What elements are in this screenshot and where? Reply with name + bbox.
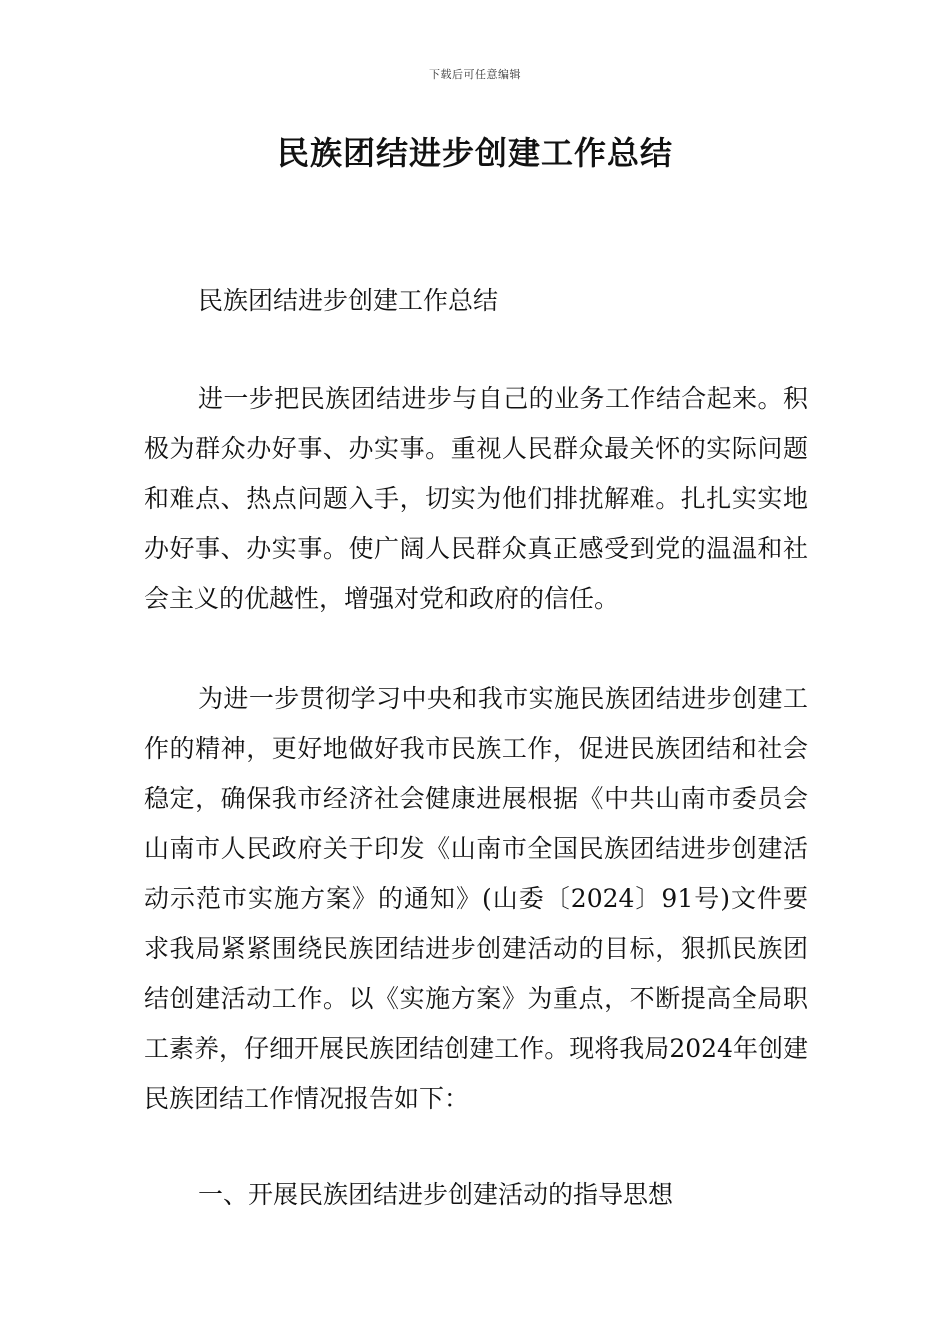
paragraph-2: 为进一步贯彻学习中央和我市实施民族团结进步创建工作的精神，更好地做好我市民族工作，促进民族团结和社会稳定，确保我市经济社会健康进展根据《中共山南市委员会山南市人民政府关于印发《山南市全国民族团结进步创建活动示范市实施方案》的通知》(山委〔2024〕91号)文件要求我局紧紧围绕民族团结进步创建活动的目标，狠抓民族团结创建活动工作。以《实施方案》为重点，不断提高全局职工素养，仔细开展民族团结创建工作。现将我局2024年创建民族团结工作情况报告如下： [144, 684, 808, 1113]
header-note: 下载后可任意编辑 [429, 68, 521, 81]
paragraph-1: 进一步把民族团结进步与自己的业务工作结合起来。积极为群众办好事、办实事。重视人民群众最关怀的实际问题和难点、热点问题入手，切实为他们排扰解难。扎扎实实地办好事、办实事。使广阔人民群众真正感受到党的温温和社会主义的优越性，增强对党和政府的信任。 [144, 384, 808, 613]
document-subtitle: 民族团结进步创建工作总结 [198, 286, 499, 315]
section-heading-1: 一、开展民族团结进步创建活动的指导思想 [198, 1180, 674, 1209]
page-title: 民族团结进步创建工作总结 [276, 134, 673, 172]
